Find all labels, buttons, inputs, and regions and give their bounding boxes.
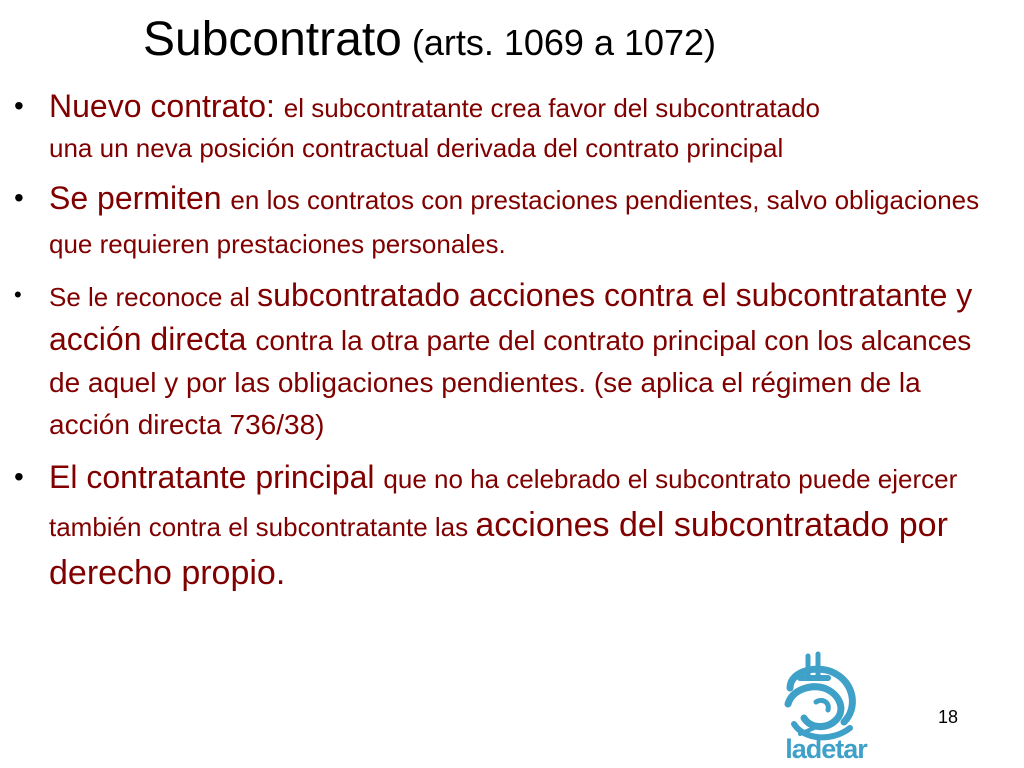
bullet-text-emphasis: acciones del subcontratado por derecho propio. <box>49 506 948 592</box>
bullet-item <box>14 274 979 446</box>
bullet-text: contra la otra parte del contrato principal con los alcances de aquel y por las obligaciones pendientes. (se aplica el régimen de la acción directa 736/38) <box>49 325 972 440</box>
bullet-text-emphasis: El contratante principal <box>49 459 384 495</box>
bullet-item <box>14 86 829 168</box>
bullet-text-emphasis: Se permiten <box>49 180 231 216</box>
bullet-text: Se le reconoce al <box>49 282 258 312</box>
logo-wordmark: ladetar <box>785 734 867 764</box>
bullet-text: en los contratos con prestaciones pendientes, salvo obligaciones que requieren prestaciones personales. <box>49 185 980 259</box>
bullet-text: el subcontratante crea favor del subcontratado una un neva posición contractual derivada del contrato principal <box>49 93 821 163</box>
bullet-dot: • <box>14 182 24 213</box>
bullet-dot: • <box>14 461 24 492</box>
bullet-item <box>14 454 1009 598</box>
bullet-item <box>14 176 989 266</box>
bullet-dot: • <box>14 90 24 121</box>
bullet-text: que no ha celebrado el subcontrato puede ejercer también contra el subcontratante las <box>49 464 958 542</box>
bullet-text-emphasis: Nuevo contrato: <box>49 88 284 124</box>
slide-title-main: Subcontrato <box>143 13 402 66</box>
bullet-dot: • <box>14 282 22 307</box>
bullet-text-emphasis: subcontratado acciones contra el subcontratante y acción directa <box>49 277 973 357</box>
page-number: 18 <box>938 707 959 727</box>
slide-title <box>143 14 716 67</box>
slide-title-articles: (arts. 1069 a 1072) <box>401 22 717 63</box>
bullet-list <box>14 86 1014 606</box>
